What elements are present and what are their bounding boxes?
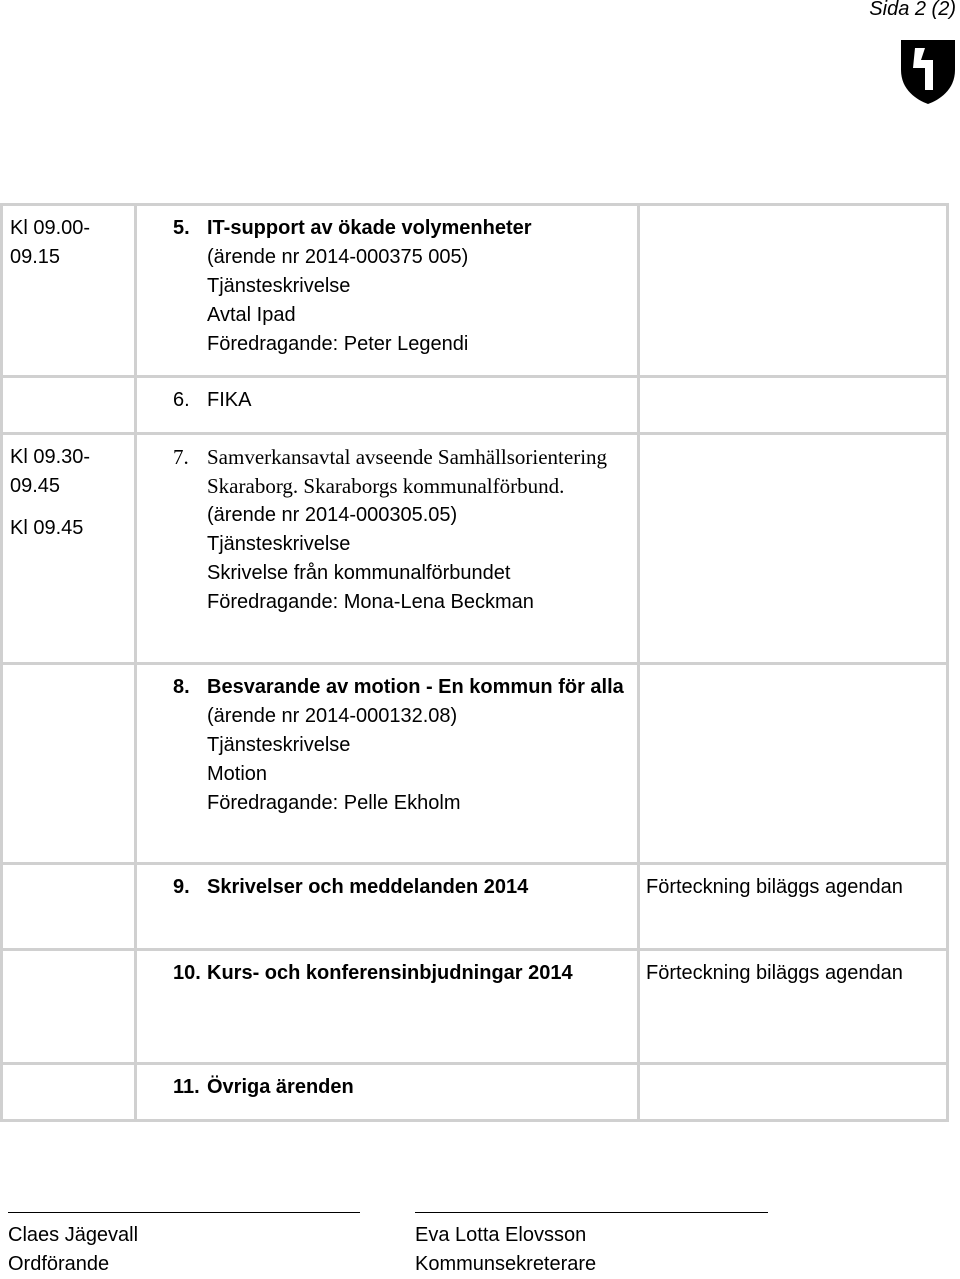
agenda-item-detail: (ärende nr 2014-000132.08) <box>207 705 458 727</box>
signature-line <box>8 1212 360 1213</box>
agenda-row-11 <box>2 1064 948 1121</box>
agenda-item <box>136 377 639 434</box>
agenda-time <box>2 864 136 950</box>
signature-name: Eva Lotta Elovsson <box>415 1224 587 1246</box>
agenda-item-title: Skrivelser och meddelanden 2014 <box>207 876 529 898</box>
agenda-item-number: 8. <box>173 676 190 698</box>
agenda-item-detail: Avtal Ipad <box>207 304 296 326</box>
signature-role: Kommunsekreterare <box>415 1253 597 1275</box>
agenda-item-detail: Tjänsteskrivelse <box>207 734 351 756</box>
agenda-item <box>136 664 639 864</box>
agenda-item-title: Kurs- och konferensinbjudningar 2014 <box>207 962 573 984</box>
agenda-row-10 <box>2 950 948 1064</box>
municipal-coat-of-arms-icon <box>899 38 957 106</box>
agenda-item-detail: (ärende nr 2014-000305.05) <box>207 504 458 526</box>
agenda-item-detail: Motion <box>207 763 268 785</box>
agenda-item-detail: Skrivelse från kommunalförbundet <box>207 562 511 584</box>
agenda-note <box>639 434 948 664</box>
agenda-row-5 <box>2 205 948 377</box>
agenda-item-title: Samverkansavtal avseende Samhällsorientering Skaraborg. Skaraborgs kommunalförbund. <box>207 445 608 498</box>
agenda-item <box>136 205 639 377</box>
agenda-item-detail: Tjänsteskrivelse <box>207 533 351 555</box>
agenda-item-detail: Föredragande: Peter Legendi <box>207 333 469 355</box>
agenda-item-detail: Föredragande: Pelle Ekholm <box>207 792 461 814</box>
signature-role: Ordförande <box>8 1253 110 1275</box>
agenda-item <box>136 434 639 664</box>
agenda-item-detail: (ärende nr 2014-000375 005) <box>207 246 469 268</box>
agenda-time-next: Kl 09.45 <box>10 517 84 539</box>
agenda-item-detail: Föredragande: Mona-Lena Beckman <box>207 591 534 613</box>
agenda-note <box>639 377 948 434</box>
agenda-item <box>136 950 639 1064</box>
agenda-item-title: IT-support av ökade volymenheter <box>207 217 532 239</box>
agenda-row-9 <box>2 864 948 950</box>
agenda-item <box>136 1064 639 1121</box>
agenda-item-detail: Tjänsteskrivelse <box>207 275 351 297</box>
page-number: Sida 2 (2) <box>869 0 956 20</box>
agenda-row-8 <box>2 664 948 864</box>
agenda-row-7 <box>2 434 948 664</box>
agenda-item-number: 6. <box>173 389 190 411</box>
agenda-time <box>2 1064 136 1121</box>
agenda-item-title: Besvarande av motion - En kommun för alla <box>207 676 624 698</box>
signature-block-chair <box>8 1212 360 1279</box>
agenda-note: Förteckning biläggs agendan <box>639 950 948 1064</box>
agenda-time <box>2 664 136 864</box>
signature-block-secretary <box>415 1212 768 1279</box>
agenda-item-number: 10. <box>173 962 201 984</box>
agenda-note: Förteckning biläggs agendan <box>639 864 948 950</box>
agenda-item-number: 11. <box>173 1076 200 1098</box>
agenda-time <box>2 950 136 1064</box>
signature-line <box>415 1212 768 1213</box>
agenda-row-6 <box>2 377 948 434</box>
agenda-time: Kl 09.30- 09.45 Kl 09.45 <box>2 434 136 664</box>
signature-name: Claes Jägevall <box>8 1224 139 1246</box>
agenda-item-number: 7. <box>173 445 189 469</box>
agenda-time <box>2 377 136 434</box>
agenda-item-number: 5. <box>173 217 190 239</box>
agenda-item-title: FIKA <box>207 389 252 411</box>
agenda-item-title: Övriga ärenden <box>207 1076 354 1098</box>
agenda-item-number: 9. <box>173 876 190 898</box>
agenda-note <box>639 205 948 377</box>
agenda-time: Kl 09.00- 09.15 <box>2 205 136 377</box>
agenda-note <box>639 1064 948 1121</box>
agenda-table <box>0 203 949 1122</box>
agenda-note <box>639 664 948 864</box>
agenda-item <box>136 864 639 950</box>
